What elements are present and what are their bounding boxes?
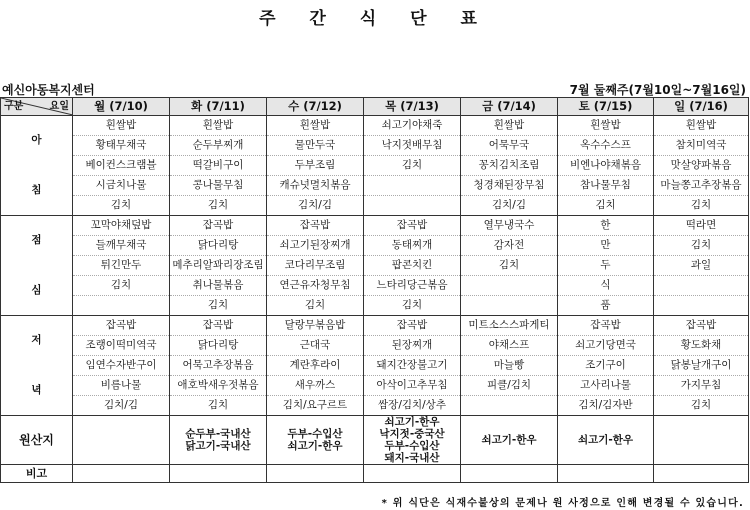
note-cell bbox=[73, 465, 170, 483]
menu-cell: 맛살양파볶음 bbox=[654, 156, 749, 176]
day-header: 금 (7/14) bbox=[461, 98, 558, 116]
menu-cell: 쇠고기당면국 bbox=[558, 336, 654, 356]
meal-label bbox=[1, 216, 73, 316]
menu-cell: 순두부찌개 bbox=[170, 136, 267, 156]
center-name: 예신아동복지센터 bbox=[2, 83, 95, 97]
menu-cell: 잡곡밥 bbox=[73, 316, 170, 336]
meal-row bbox=[1, 296, 749, 316]
menu-cell: 미트소스스파게티 bbox=[461, 316, 558, 336]
meal-row bbox=[1, 396, 749, 416]
menu-cell: 김치 bbox=[364, 156, 461, 176]
menu-cell: 참치미역국 bbox=[654, 136, 749, 156]
meal-label bbox=[1, 116, 73, 216]
menu-cell: 김치 bbox=[364, 296, 461, 316]
origin-line: 쇠고기-한우 bbox=[384, 416, 440, 428]
menu-cell bbox=[461, 396, 558, 416]
menu-cell: 닭다리탕 bbox=[170, 236, 267, 256]
menu-cell: 물만두국 bbox=[267, 136, 364, 156]
menu-cell: 새우까스 bbox=[267, 376, 364, 396]
day-header: 목 (7/13) bbox=[364, 98, 461, 116]
menu-cell bbox=[461, 276, 558, 296]
origin-line: 두부-수입산 bbox=[384, 440, 440, 452]
origin-line: 낙지젓-중국산 bbox=[379, 428, 445, 440]
menu-cell: 잡곡밥 bbox=[654, 316, 749, 336]
menu-cell: 두 bbox=[558, 256, 654, 276]
menu-cell: 과일 bbox=[654, 256, 749, 276]
menu-cell: 김치 bbox=[654, 236, 749, 256]
menu-cell: 김치 bbox=[558, 196, 654, 216]
origin-cell bbox=[170, 416, 267, 465]
menu-cell: 열무냉국수 bbox=[461, 216, 558, 236]
menu-cell: 쇠고기야채죽 bbox=[364, 116, 461, 136]
menu-cell: 팝콘치킨 bbox=[364, 256, 461, 276]
menu-cell: 잡곡밥 bbox=[267, 216, 364, 236]
menu-cell: 김치 bbox=[170, 396, 267, 416]
note-cell bbox=[267, 465, 364, 483]
menu-cell: 꽁치김치조림 bbox=[461, 156, 558, 176]
menu-cell: 청경채된장무침 bbox=[461, 176, 558, 196]
origin-line: 쇠고기-한우 bbox=[577, 434, 634, 446]
menu-cell: 식 bbox=[558, 276, 654, 296]
origin-line: 쇠고기-한우 bbox=[481, 434, 537, 446]
menu-cell: 연근유자청무침 bbox=[267, 276, 364, 296]
meal-row bbox=[1, 336, 749, 356]
origin-cell bbox=[364, 416, 461, 465]
menu-cell: 느타리당근볶음 bbox=[364, 276, 461, 296]
menu-cell: 비름나물 bbox=[73, 376, 170, 396]
day-header: 토 (7/15) bbox=[558, 98, 654, 116]
menu-cell bbox=[654, 296, 749, 316]
meal-label-char: 녁 bbox=[31, 383, 42, 396]
menu-cell: 베이컨스크램블 bbox=[73, 156, 170, 176]
menu-cell: 어묵고추장볶음 bbox=[170, 356, 267, 376]
menu-cell: 김치 bbox=[461, 256, 558, 276]
menu-cell: 닭다리탕 bbox=[170, 336, 267, 356]
meal-label-char: 아 bbox=[31, 134, 42, 147]
menu-cell: 김치 bbox=[267, 296, 364, 316]
meal-row bbox=[1, 376, 749, 396]
note-label: 비고 bbox=[1, 465, 73, 483]
day-header: 월 (7/10) bbox=[73, 98, 170, 116]
meal-row bbox=[1, 216, 749, 236]
menu-cell: 김치/김자반 bbox=[558, 396, 654, 416]
menu-cell: 캐슈넛멸치볶음 bbox=[267, 176, 364, 196]
meal-body bbox=[1, 116, 749, 416]
menu-cell: 코다리무조림 bbox=[267, 256, 364, 276]
meal-row bbox=[1, 256, 749, 276]
corner-right-label: 요일 bbox=[49, 101, 69, 112]
corner-cell bbox=[1, 98, 73, 116]
meal-row bbox=[1, 196, 749, 216]
note-cell bbox=[170, 465, 267, 483]
day-header: 화 (7/11) bbox=[170, 98, 267, 116]
menu-cell: 흰쌀밥 bbox=[267, 116, 364, 136]
menu-cell: 닭봉날개구이 bbox=[654, 356, 749, 376]
week-label: 7월 둘째주(7월10일~7월16일) bbox=[569, 83, 746, 97]
note-cell bbox=[558, 465, 654, 483]
menu-cell: 흰쌀밥 bbox=[461, 116, 558, 136]
origin-row bbox=[1, 416, 749, 465]
menu-cell: 시금치나물 bbox=[73, 176, 170, 196]
menu-table bbox=[0, 97, 749, 483]
menu-cell: 김치 bbox=[73, 196, 170, 216]
meal-label-char: 심 bbox=[31, 283, 42, 296]
origin-cell bbox=[558, 416, 654, 465]
menu-cell: 된장찌개 bbox=[364, 336, 461, 356]
origin-cell bbox=[73, 416, 170, 465]
menu-cell: 고사리나물 bbox=[558, 376, 654, 396]
note-cell bbox=[461, 465, 558, 483]
menu-cell bbox=[461, 296, 558, 316]
menu-cell: 계란후라이 bbox=[267, 356, 364, 376]
menu-cell: 가지무침 bbox=[654, 376, 749, 396]
menu-cell: 감자전 bbox=[461, 236, 558, 256]
origin-label: 원산지 bbox=[1, 416, 73, 465]
menu-cell: 마늘빵 bbox=[461, 356, 558, 376]
meal-row bbox=[1, 116, 749, 136]
origin-cell bbox=[267, 416, 364, 465]
menu-cell bbox=[364, 196, 461, 216]
menu-cell: 들깨무채국 bbox=[73, 236, 170, 256]
menu-cell: 잡곡밥 bbox=[558, 316, 654, 336]
menu-cell: 메추리알꽈리장조림 bbox=[170, 256, 267, 276]
menu-cell: 근대국 bbox=[267, 336, 364, 356]
menu-cell: 김치 bbox=[170, 196, 267, 216]
menu-cell bbox=[654, 276, 749, 296]
day-header: 일 (7/16) bbox=[654, 98, 749, 116]
note-cell bbox=[364, 465, 461, 483]
menu-cell: 품 bbox=[558, 296, 654, 316]
meal-row bbox=[1, 356, 749, 376]
menu-cell: 쌈장/김치/상추 bbox=[364, 396, 461, 416]
menu-cell: 임연수자반구이 bbox=[73, 356, 170, 376]
meal-row bbox=[1, 316, 749, 336]
menu-cell bbox=[364, 176, 461, 196]
menu-cell: 야채스프 bbox=[461, 336, 558, 356]
meal-row bbox=[1, 156, 749, 176]
menu-cell: 취나물볶음 bbox=[170, 276, 267, 296]
menu-cell: 떡갈비구이 bbox=[170, 156, 267, 176]
meal-row bbox=[1, 236, 749, 256]
menu-cell: 김치 bbox=[73, 276, 170, 296]
page-title: 주 간 식 단 표 bbox=[259, 9, 491, 29]
menu-cell: 김치/김 bbox=[73, 396, 170, 416]
menu-cell: 튀긴만두 bbox=[73, 256, 170, 276]
menu-cell: 꼬막야채덮밥 bbox=[73, 216, 170, 236]
meal-label-char: 침 bbox=[31, 183, 42, 196]
menu-cell: 낙지젓배무침 bbox=[364, 136, 461, 156]
origin-line: 순두부-국내산 bbox=[185, 428, 251, 440]
menu-cell: 흰쌀밥 bbox=[558, 116, 654, 136]
meal-row bbox=[1, 176, 749, 196]
menu-cell: 비엔나야채볶음 bbox=[558, 156, 654, 176]
day-header: 수 (7/12) bbox=[267, 98, 364, 116]
menu-cell: 흰쌀밥 bbox=[654, 116, 749, 136]
menu-cell: 콩나물무침 bbox=[170, 176, 267, 196]
header-row bbox=[1, 98, 749, 116]
meal-row bbox=[1, 136, 749, 156]
menu-cell: 동태찌개 bbox=[364, 236, 461, 256]
menu-cell: 쇠고기된장찌개 bbox=[267, 236, 364, 256]
menu-cell: 김치/요구르트 bbox=[267, 396, 364, 416]
menu-cell bbox=[73, 296, 170, 316]
meal-label bbox=[1, 316, 73, 416]
origin-cell bbox=[461, 416, 558, 465]
menu-cell: 떡라면 bbox=[654, 216, 749, 236]
corner-left-label: 구분 bbox=[4, 101, 24, 112]
menu-cell: 애호박새우젓볶음 bbox=[170, 376, 267, 396]
menu-cell: 황도화채 bbox=[654, 336, 749, 356]
menu-cell: 잡곡밥 bbox=[170, 316, 267, 336]
menu-cell: 잡곡밥 bbox=[364, 316, 461, 336]
menu-cell: 참나물무침 bbox=[558, 176, 654, 196]
menu-cell: 김치 bbox=[654, 196, 749, 216]
menu-cell: 황태무채국 bbox=[73, 136, 170, 156]
menu-cell: 어묵무국 bbox=[461, 136, 558, 156]
menu-cell: 잡곡밥 bbox=[170, 216, 267, 236]
origin-line: 쇠고기-한우 bbox=[287, 440, 343, 452]
menu-cell: 두부조림 bbox=[267, 156, 364, 176]
menu-cell: 한 bbox=[558, 216, 654, 236]
menu-cell: 돼지간장불고기 bbox=[364, 356, 461, 376]
origin-line: 닭고기-국내산 bbox=[185, 440, 251, 452]
menu-cell: 조기구이 bbox=[558, 356, 654, 376]
menu-cell: 흰쌀밥 bbox=[73, 116, 170, 136]
menu-cell: 만 bbox=[558, 236, 654, 256]
origin-line: 두부-수입산 bbox=[287, 428, 343, 440]
menu-cell: 마늘쫑고추장볶음 bbox=[654, 176, 749, 196]
meal-label-char: 점 bbox=[31, 234, 42, 247]
menu-cell: 조랭이떡미역국 bbox=[73, 336, 170, 356]
meal-label-char: 저 bbox=[31, 334, 42, 347]
note-row bbox=[1, 465, 749, 483]
meal-row bbox=[1, 276, 749, 296]
menu-cell: 김치 bbox=[654, 396, 749, 416]
menu-cell: 김치/김 bbox=[461, 196, 558, 216]
menu-cell: 아삭이고추무침 bbox=[364, 376, 461, 396]
menu-cell: 김치/김 bbox=[267, 196, 364, 216]
origin-cell bbox=[654, 416, 749, 465]
note-cell bbox=[654, 465, 749, 483]
menu-cell: 김치 bbox=[170, 296, 267, 316]
menu-cell: 흰쌀밥 bbox=[170, 116, 267, 136]
origin-line: 돼지-국내산 bbox=[384, 452, 440, 464]
footnote: * 위 식단은 식재수불상의 문제나 원 사정으로 인해 변경될 수 있습니다. bbox=[381, 498, 744, 509]
menu-cell: 피클/김치 bbox=[461, 376, 558, 396]
menu-cell: 잡곡밥 bbox=[364, 216, 461, 236]
menu-cell: 옥수수스프 bbox=[558, 136, 654, 156]
menu-cell: 달랑무볶음밥 bbox=[267, 316, 364, 336]
